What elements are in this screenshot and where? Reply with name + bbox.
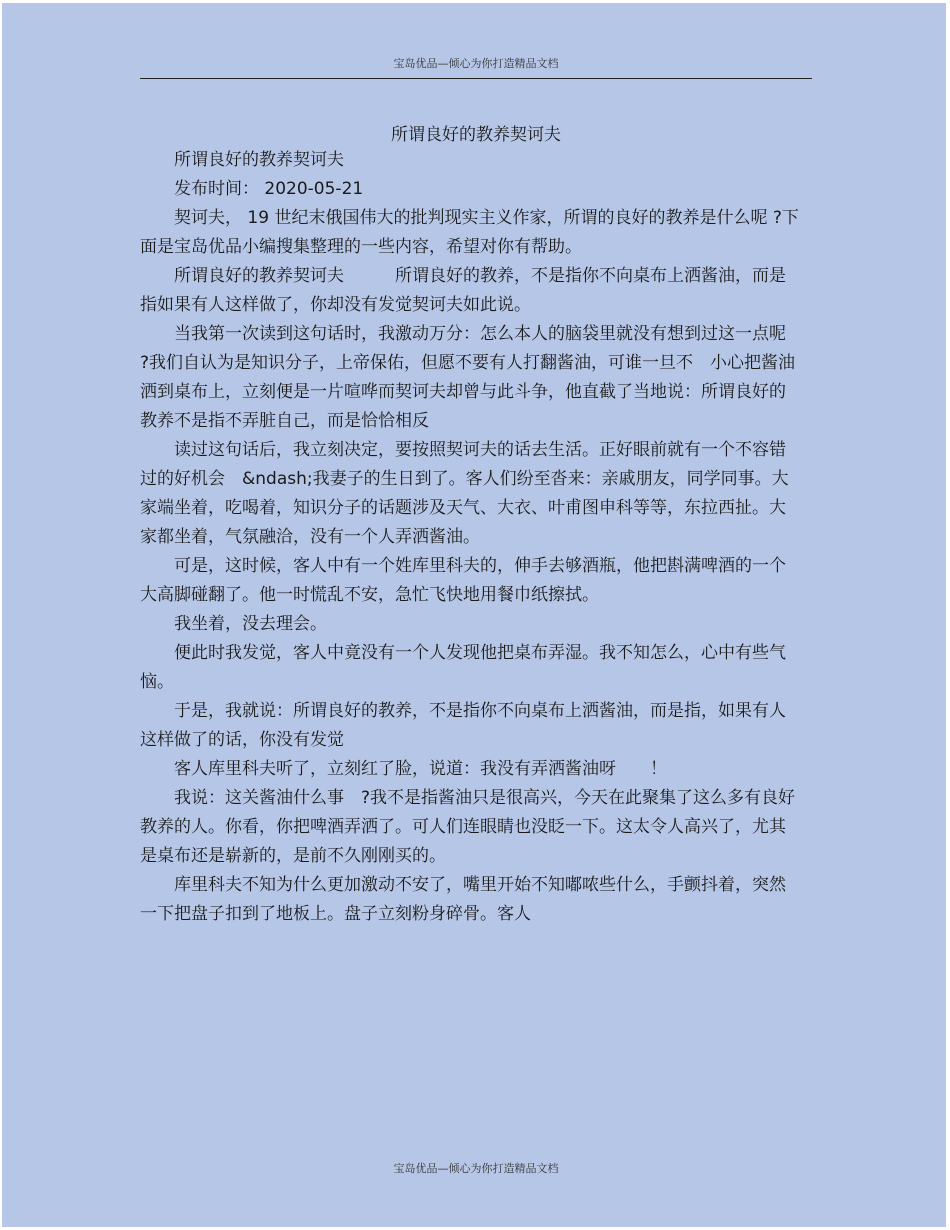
paragraph: 便此时我发觉，客人中竟没有一个人发现他把桌布弄湿。我不知怎么，心中有些气恼。 bbox=[140, 643, 786, 692]
page-header: 宝岛优品—倾心为你打造精品文档 bbox=[393, 57, 559, 70]
paragraph: 所谓良好的教养契诃夫 所谓良好的教养，不是指你不向桌布上洒酱油，而是指如果有人这样做了，你却没有发觉契诃夫如此说。 bbox=[140, 266, 786, 315]
paragraph: 读过这句话后，我立刻决定，要按照契诃夫的话去生活。正好眼前就有一个不容错过的好机会 &ndash;我妻子的生日到了。客人们纷至沓来：亲戚朋友，同学同事。大家端坐着，吃喝着，知识分子的话题涉及天气、大衣、叶甫图申科等等，东拉西扯。大家都坐着，气氛融洽，没有一个人弄洒酱油。 bbox=[140, 440, 789, 547]
article-body bbox=[140, 146, 800, 929]
paragraph: 我说：这关酱油什么事 ?我不是指酱油只是很高兴，今天在此聚集了这么多有良好教养的人。你看，你把啤酒弄洒了。可人们连眼睛也没眨一下。这太令人高兴了，尤其是桌布还是崭新的，是前不久刚刚买的。 bbox=[140, 788, 796, 866]
subtitle: 所谓良好的教养契诃夫 bbox=[174, 150, 344, 170]
article-title: 所谓良好的教养契诃夫 bbox=[391, 125, 561, 145]
document-page bbox=[2, 3, 946, 1227]
header-rule bbox=[140, 78, 812, 79]
paragraph: 客人库里科夫听了，立刻红了脸，说道：我没有弄洒酱油呀 ！ bbox=[174, 759, 667, 779]
paragraph: 可是，这时候，客人中有一个姓库里科夫的，伸手去够酒瓶，他把斟满啤酒的一个大高脚碰翻了。他一时慌乱不安，急忙飞快地用餐巾纸擦拭。 bbox=[140, 556, 786, 605]
paragraph: 当我第一次读到这句话时，我激动万分：怎么本人的脑袋里就没有想到过这一点呢 ?我们自认为是知识分子，上帝保佑，但愿不要有人打翻酱油，可谁一旦不 小心把酱油洒到桌布上，立刻便是一片喧哗而契诃夫却曾与此斗争，他直截了当地说：所谓良好的教养不是指不弄脏自己，而是恰恰相反 bbox=[140, 324, 796, 431]
paragraph: 于是，我就说：所谓良好的教养，不是指你不向桌布上洒酱油，而是指，如果有人这样做了的话，你没有发觉 bbox=[140, 701, 786, 750]
paragraph: 我坐着，没去理会。 bbox=[174, 614, 327, 634]
publish-date: 发布时间： 2020-05-21 bbox=[174, 179, 364, 199]
page-footer: 宝岛优品—倾心为你打造精品文档 bbox=[393, 1162, 559, 1175]
paragraph: 契诃夫， 19 世纪末俄国伟大的批判现实主义作家，所谓的良好的教养是什么呢 ?下面是宝岛优品小编搜集整理的一些内容，希望对你有帮助。 bbox=[140, 208, 799, 257]
paragraph: 库里科夫不知为什么更加激动不安了，嘴里开始不知嘟哝些什么，手颤抖着，突然一下把盘子扣到了地板上。盘子立刻粉身碎骨。客人 bbox=[140, 875, 786, 924]
